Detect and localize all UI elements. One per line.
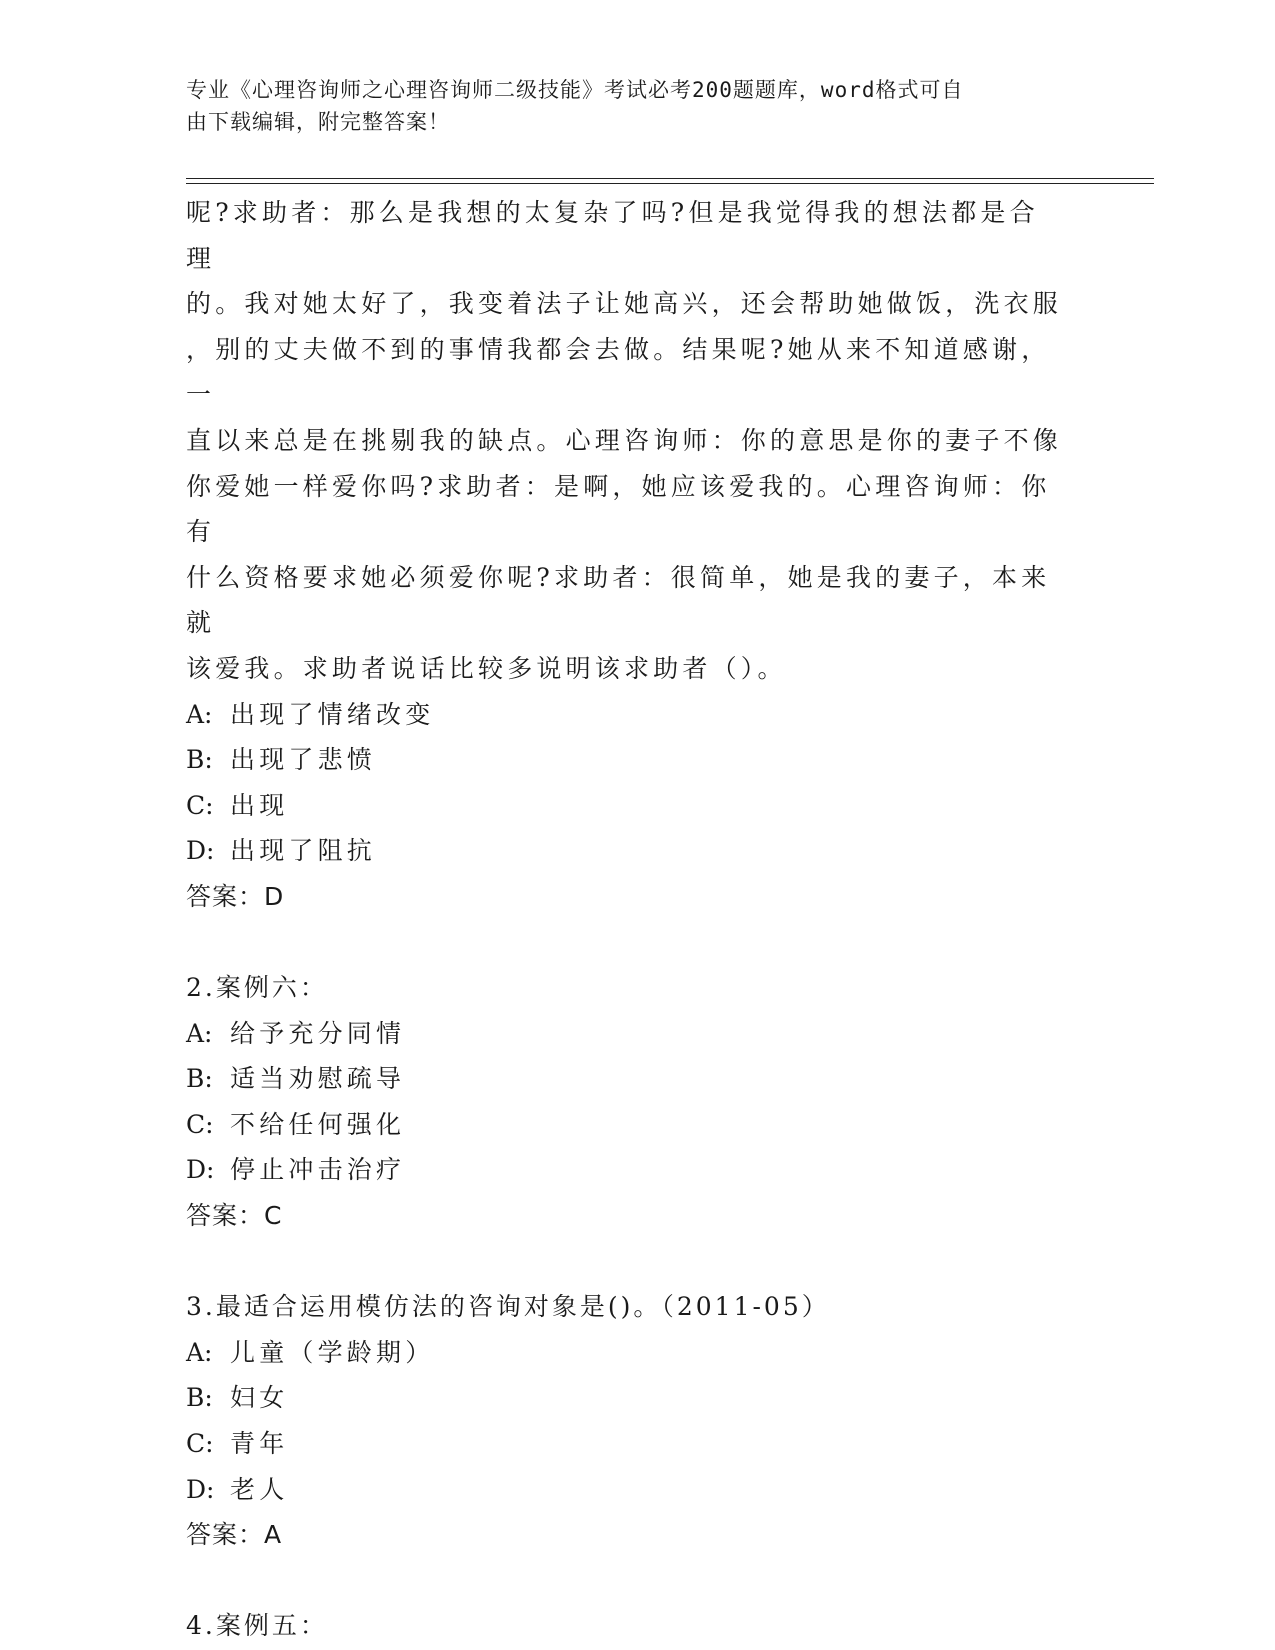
option-b: B: 出现了悲愤 [186,745,377,775]
header-divider-top [186,178,1154,179]
header-divider-bottom [186,183,1154,184]
question-1-line: 该爱我。求助者说话比较多说明该求助者（）。 [186,653,787,683]
option-c: C: 青年 [186,1429,289,1459]
question-1-line: 直以来总是在挑剔我的缺点。心理咨询师：你的意思是你的妻子不像 [186,425,1063,455]
question-1 [186,190,1066,920]
option-d: D: 出现了阻抗 [186,836,377,866]
option-a: A: 儿童（学龄期） [186,1337,435,1367]
option-a: A: 出现了情绪改变 [186,699,435,729]
question-1-line: 什么资格要求她必须爱你呢?求助者：很简单，她是我的妻子，本来就 [186,562,1051,638]
question-1-line: ，别的丈夫做不到的事情我都会去做。结果呢?她从来不知道感谢，一 [186,334,1051,410]
question-1-line: 你爱她一样爱你吗?求助者：是啊，她应该爱我的。心理咨询师：你有 [186,471,1051,547]
header-line-2: 由下载编辑，附完整答案！ [186,110,450,134]
document-body [186,190,1066,1649]
question-2 [186,965,1066,1239]
option-a: A: 给予充分同情 [186,1018,406,1048]
question-4-title: 4.案例五： [186,1611,328,1641]
option-d: D: 老人 [186,1474,289,1504]
answer: 答案：D [186,881,285,911]
option-c: C: 出现 [186,790,289,820]
question-2-title: 2.案例六： [186,973,328,1003]
answer: 答案：A [186,1520,283,1550]
option-c: C: 不给任何强化 [186,1109,406,1139]
question-3-title: 3.最适合运用模仿法的咨询对象是()。（2011-05） [186,1292,830,1322]
option-b: B: 适当劝慰疏导 [186,1064,406,1094]
header-line-1: 专业《心理咨询师之心理咨询师二级技能》考试必考200题题库，word格式可自 [186,78,964,102]
question-1-line: 的。我对她太好了，我变着法子让她高兴，还会帮助她做饭，洗衣服 [186,289,1063,319]
option-b: B: 妇女 [186,1383,289,1413]
question-4 [186,1603,1066,1649]
question-1-line: 呢?求助者：那么是我想的太复杂了吗?但是我觉得我的想法都是合理 [186,198,1039,273]
document-header [186,74,1066,138]
answer: 答案：C [186,1201,283,1231]
question-3 [186,1284,1066,1558]
option-d: D: 停止冲击治疗 [186,1155,406,1185]
